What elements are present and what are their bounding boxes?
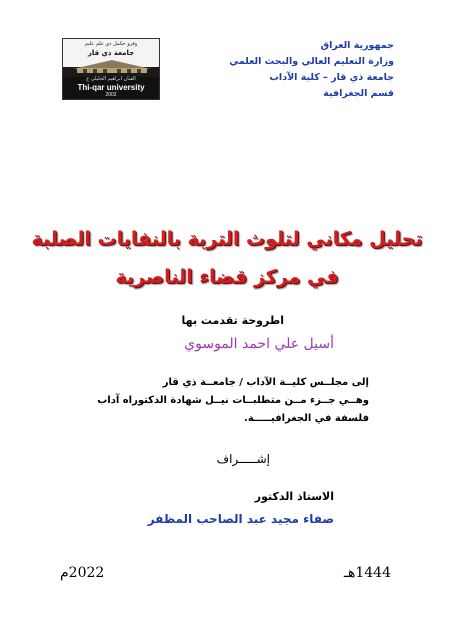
header-department: قسم الجغرافية [323,88,394,99]
header-ministry: وزارة التعليم العالي والبحث العلمي [229,56,394,67]
presented-by-label: اطروحة تقدمت بها [181,314,284,327]
logo-top-text: وقرو حكمل ذي علم عليم [84,41,138,47]
header-university-college: جامعة ذي قار – كلية الآداب [269,72,394,83]
submission-line-1: إلى مجلــس كليــة الآداب / جامعــة ذي قار [162,377,369,388]
date-gregorian: 2022م [60,565,105,581]
institution-header [214,38,394,102]
date-hijri: 1444هـ [343,565,391,581]
logo-title-en: Thi-qar university [77,83,145,92]
supervision-label: إشـــــراف [216,452,270,466]
logo-subtitle-ar: الفنان ابراهيم الخليلي ع [86,76,136,82]
thesis-title-line-1: تحليل مكاني لتلوث التربة بالنفايات الصلبة [31,228,423,250]
thesis-title-line-2: في مركز قضاء الناصرية [115,266,339,288]
submission-line-3: فلسفة في الجغرافيـــــة. [244,413,369,424]
author-name: أسيل علي احمد الموسوي [184,336,334,352]
building-icon [63,59,160,77]
submission-line-2: وهــي جــزء مــن متطلبــات نيــل شهادة الدكتوراه آداب [97,395,369,406]
submission-statement [69,374,369,428]
logo-year: 2002 [105,92,117,98]
logo-title-ar: جامعة ذي قار [87,49,135,57]
university-logo [62,38,160,100]
supervisor-name: صفاء مجيد عبد الصاحب المظفر [147,512,334,526]
header-country: جمهورية العراق [320,40,394,51]
supervisor-title: الاستاذ الدكتور [254,490,334,503]
